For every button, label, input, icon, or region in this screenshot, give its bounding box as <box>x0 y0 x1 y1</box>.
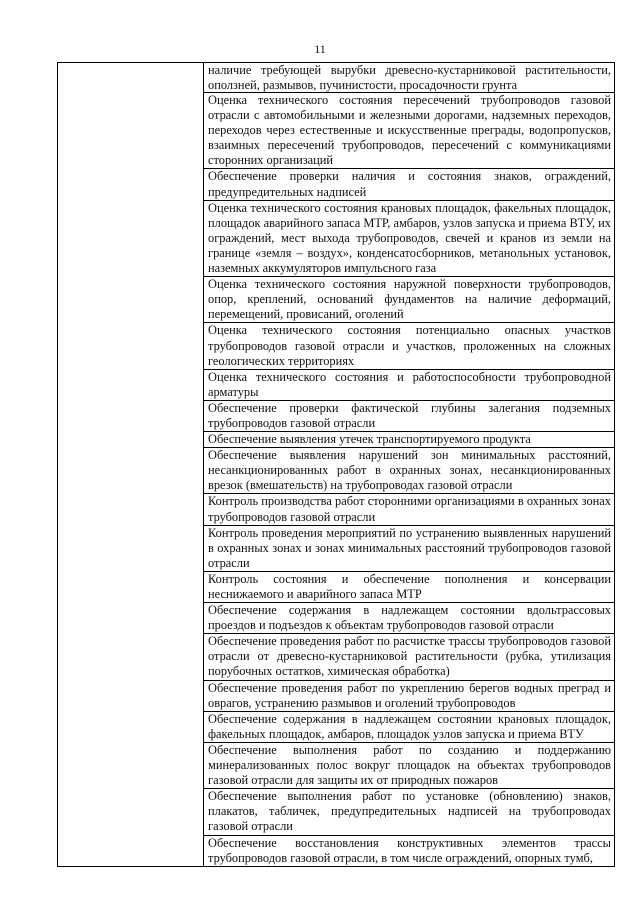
table-cell: Оценка технического состояния потенциально опасных участков трубопроводов газовой отрасли и участков, проложенных на сложных геологических территориях <box>204 323 615 369</box>
table-cell: наличие требующей вырубки древесно-кустарниковой растительности, оползней, размывов, пучинистости, просадочности грунта <box>204 63 615 93</box>
table-cell: Оценка технического состояния пересечений трубопроводов газовой отрасли с автомобильными и железными дорогами, надземных переходов, переходов через естественные и искусственные преграды, водопропусков, взаимных пересечений трубопроводов, пересечений с коммуникациями сторонних организаций <box>204 93 615 169</box>
table-row <box>58 63 615 93</box>
table-cell: Оценка технического состояния наружной поверхности трубопроводов, опор, креплений, оснований фундаментов на наличие деформаций, перемещений, провисаний, оголений <box>204 277 615 323</box>
table-cell: Оценка технического состояния крановых площадок, факельных площадок, площадок аварийного запаса МТР, амбаров, узлов запуска и приема ВТУ, их ограждений, мест выхода трубопроводов, свечей и кранов из земли на границе «земля – воздух», конденсатосборников, метанольных установок, наземных аккумуляторов импульсного газа <box>204 200 615 276</box>
table-cell: Контроль проведения мероприятий по устранению выявленных нарушений в охранных зонах и зонах минимальных расстояний трубопроводов газовой отрасли <box>204 525 615 571</box>
table-cell: Обеспечение проверки фактической глубины залегания подземных трубопроводов газовой отрасли <box>204 400 615 431</box>
table-cell: Обеспечение выполнения работ по установке (обновлению) знаков, плакатов, табличек, предупредительных надписей на трубопроводах газовой отрасли <box>204 789 615 835</box>
table-cell: Обеспечение выполнения работ по созданию и поддержанию минерализованных полос вокруг площадок на объектах трубопроводов газовой отрасли для защиты их от природных пожаров <box>204 742 615 788</box>
table-cell: Обеспечение выявления утечек транспортируемого продукта <box>204 432 615 448</box>
table-cell: Обеспечение восстановления конструктивных элементов трассы трубопроводов газовой отрасли, в том числе ограждений, опорных тумб, <box>204 835 615 866</box>
table-cell: Оценка технического состояния и работоспособности трубопроводной арматуры <box>204 369 615 400</box>
table-cell: Обеспечение проведения работ по укреплению берегов водных преград и оврагов, устранению размывов и оголений трубопроводов <box>204 680 615 711</box>
page-number: 11 <box>314 42 326 56</box>
table-cell: Обеспечение содержания в надлежащем состоянии крановых площадок, факельных площадок, амбаров, площадок узлов запуска и приема ВТУ <box>204 711 615 742</box>
table-cell: Обеспечение проверки наличия и состояния знаков, ограждений, предупредительных надписей <box>204 169 615 200</box>
empty-left-column-cell <box>58 63 204 867</box>
table-cell: Контроль состояния и обеспечение пополнения и консервации неснижаемого и аварийного запаса МТР <box>204 571 615 602</box>
table-cell: Обеспечение выявления нарушений зон минимальных расстояний, несанкционированных работ в охранных зонах, несанкционированных врезок (вмешательств) на трубопроводах газовой отрасли <box>204 448 615 494</box>
requirements-table <box>57 62 615 867</box>
table-cell: Обеспечение содержания в надлежащем состоянии вдольтрассовых проездов и подъездов к объектам трубопроводов газовой отрасли <box>204 603 615 634</box>
table-cell: Контроль производства работ сторонними организациями в охранных зонах трубопроводов газовой отрасли <box>204 494 615 525</box>
table-cell: Обеспечение проведения работ по расчистке трассы трубопроводов газовой отрасли от древесно-кустарниковой растительности (рубка, утилизация порубочных остатков, химическая обработка) <box>204 634 615 680</box>
